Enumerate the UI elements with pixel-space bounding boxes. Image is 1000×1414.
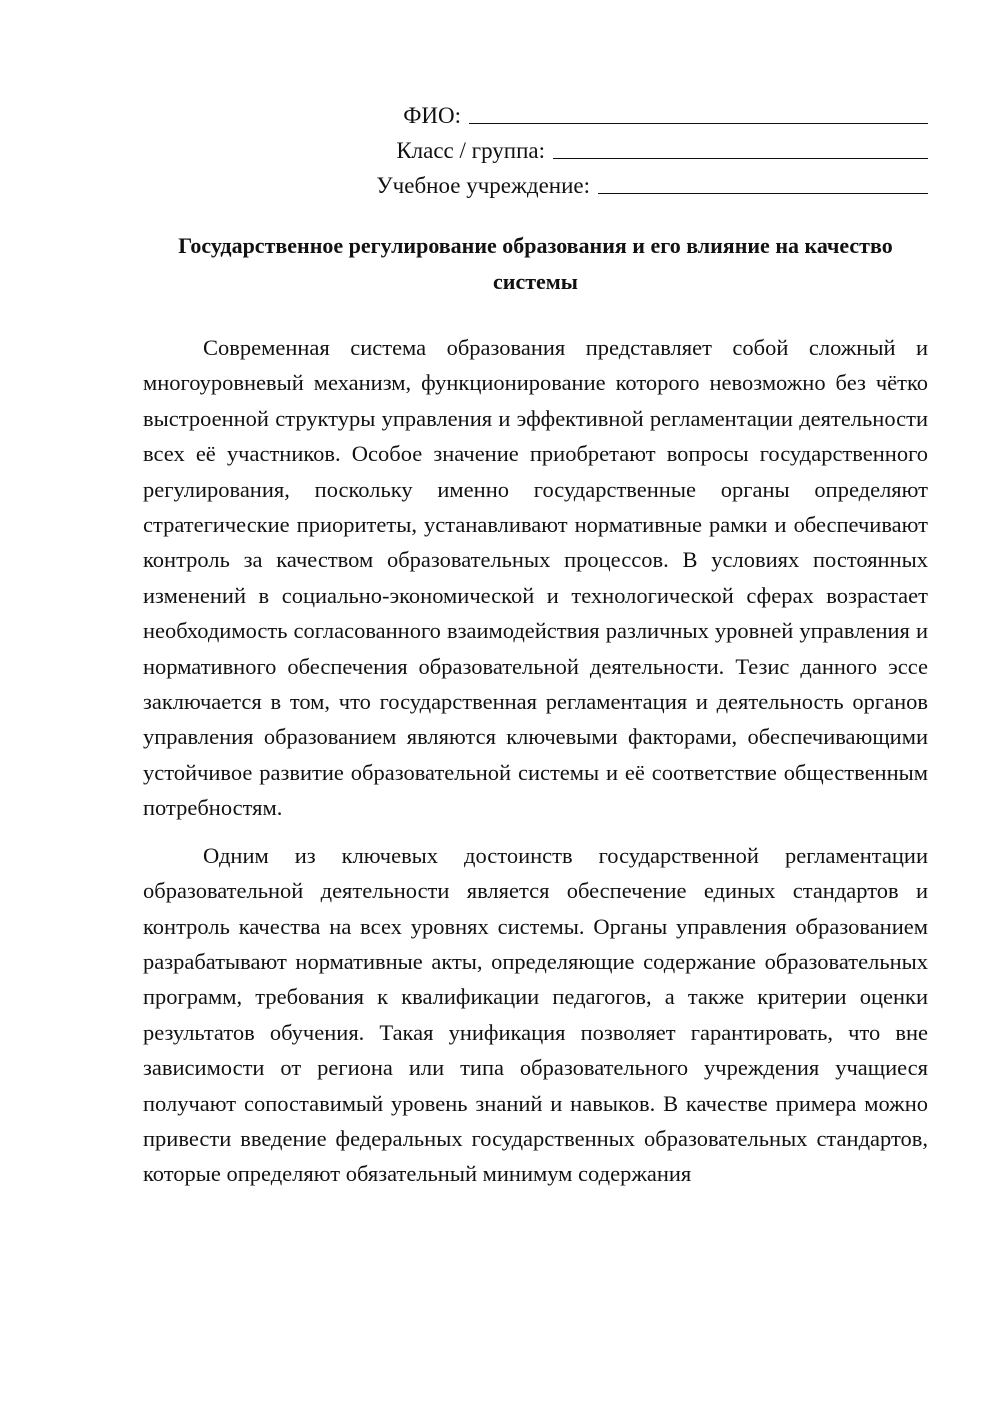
paragraph-1: Современная система образования представляет собой сложный и многоуровневый механизм, функционирование которого невозможно без чётко выстроенной структуры управления и эффективной регламентации деятельности всех её участников. Особое значение приобретают вопросы государственного регулирования, поскольку именно государственные органы определяют стратегические приоритеты, устанавливают нормативные рамки и обеспечивают контроль за качеством образовательных процессов. В условиях постоянных изменений в социально-экономической и технологической сферах возрастает необходимость согласованного взаимодействия различных уровней управления и нормативного обеспечения образовательной деятельности. Тезис данного эссе заключается в том, что государственная регламентация и деятельность органов управления образованием являются ключевыми факторами, обеспечивающими устойчивое развитие образовательной системы и её соответствие общественным потребностям. (143, 335, 928, 821)
fio-label: ФИО: (403, 103, 461, 128)
class-label: Класс / группа: (396, 138, 545, 163)
class-line (328, 127, 928, 162)
fio-blank-field (469, 123, 928, 124)
paragraph-2: Одним из ключевых достоинств государственной регламентации образовательной деятельности является обеспечение единых стандартов и контроль качества на всех уровнях системы. Органы управления образованием разрабатывают нормативные акты, определяющие содержание образовательных программ, требования к квалификации педагогов, а также критерии оценки результатов обучения. Такая унификация позволяет гарантировать, что вне зависимости от региона или типа образовательного учреждения учащиеся получают сопоставимый уровень знаний и навыков. В качестве примера можно привести введение федеральных государственных образовательных стандартов, которые определяют обязательный минимум содержания (143, 842, 928, 1187)
essay-body (143, 330, 928, 1192)
fio-line (328, 92, 928, 127)
essay-title: Государственное регулирование образования и его влияние на качество системы (178, 233, 893, 294)
student-info-header (328, 92, 928, 197)
institution-blank-field (598, 193, 928, 194)
institution-label: Учебное учреждение: (376, 173, 590, 198)
class-blank-field (553, 158, 928, 159)
institution-line (328, 162, 928, 197)
